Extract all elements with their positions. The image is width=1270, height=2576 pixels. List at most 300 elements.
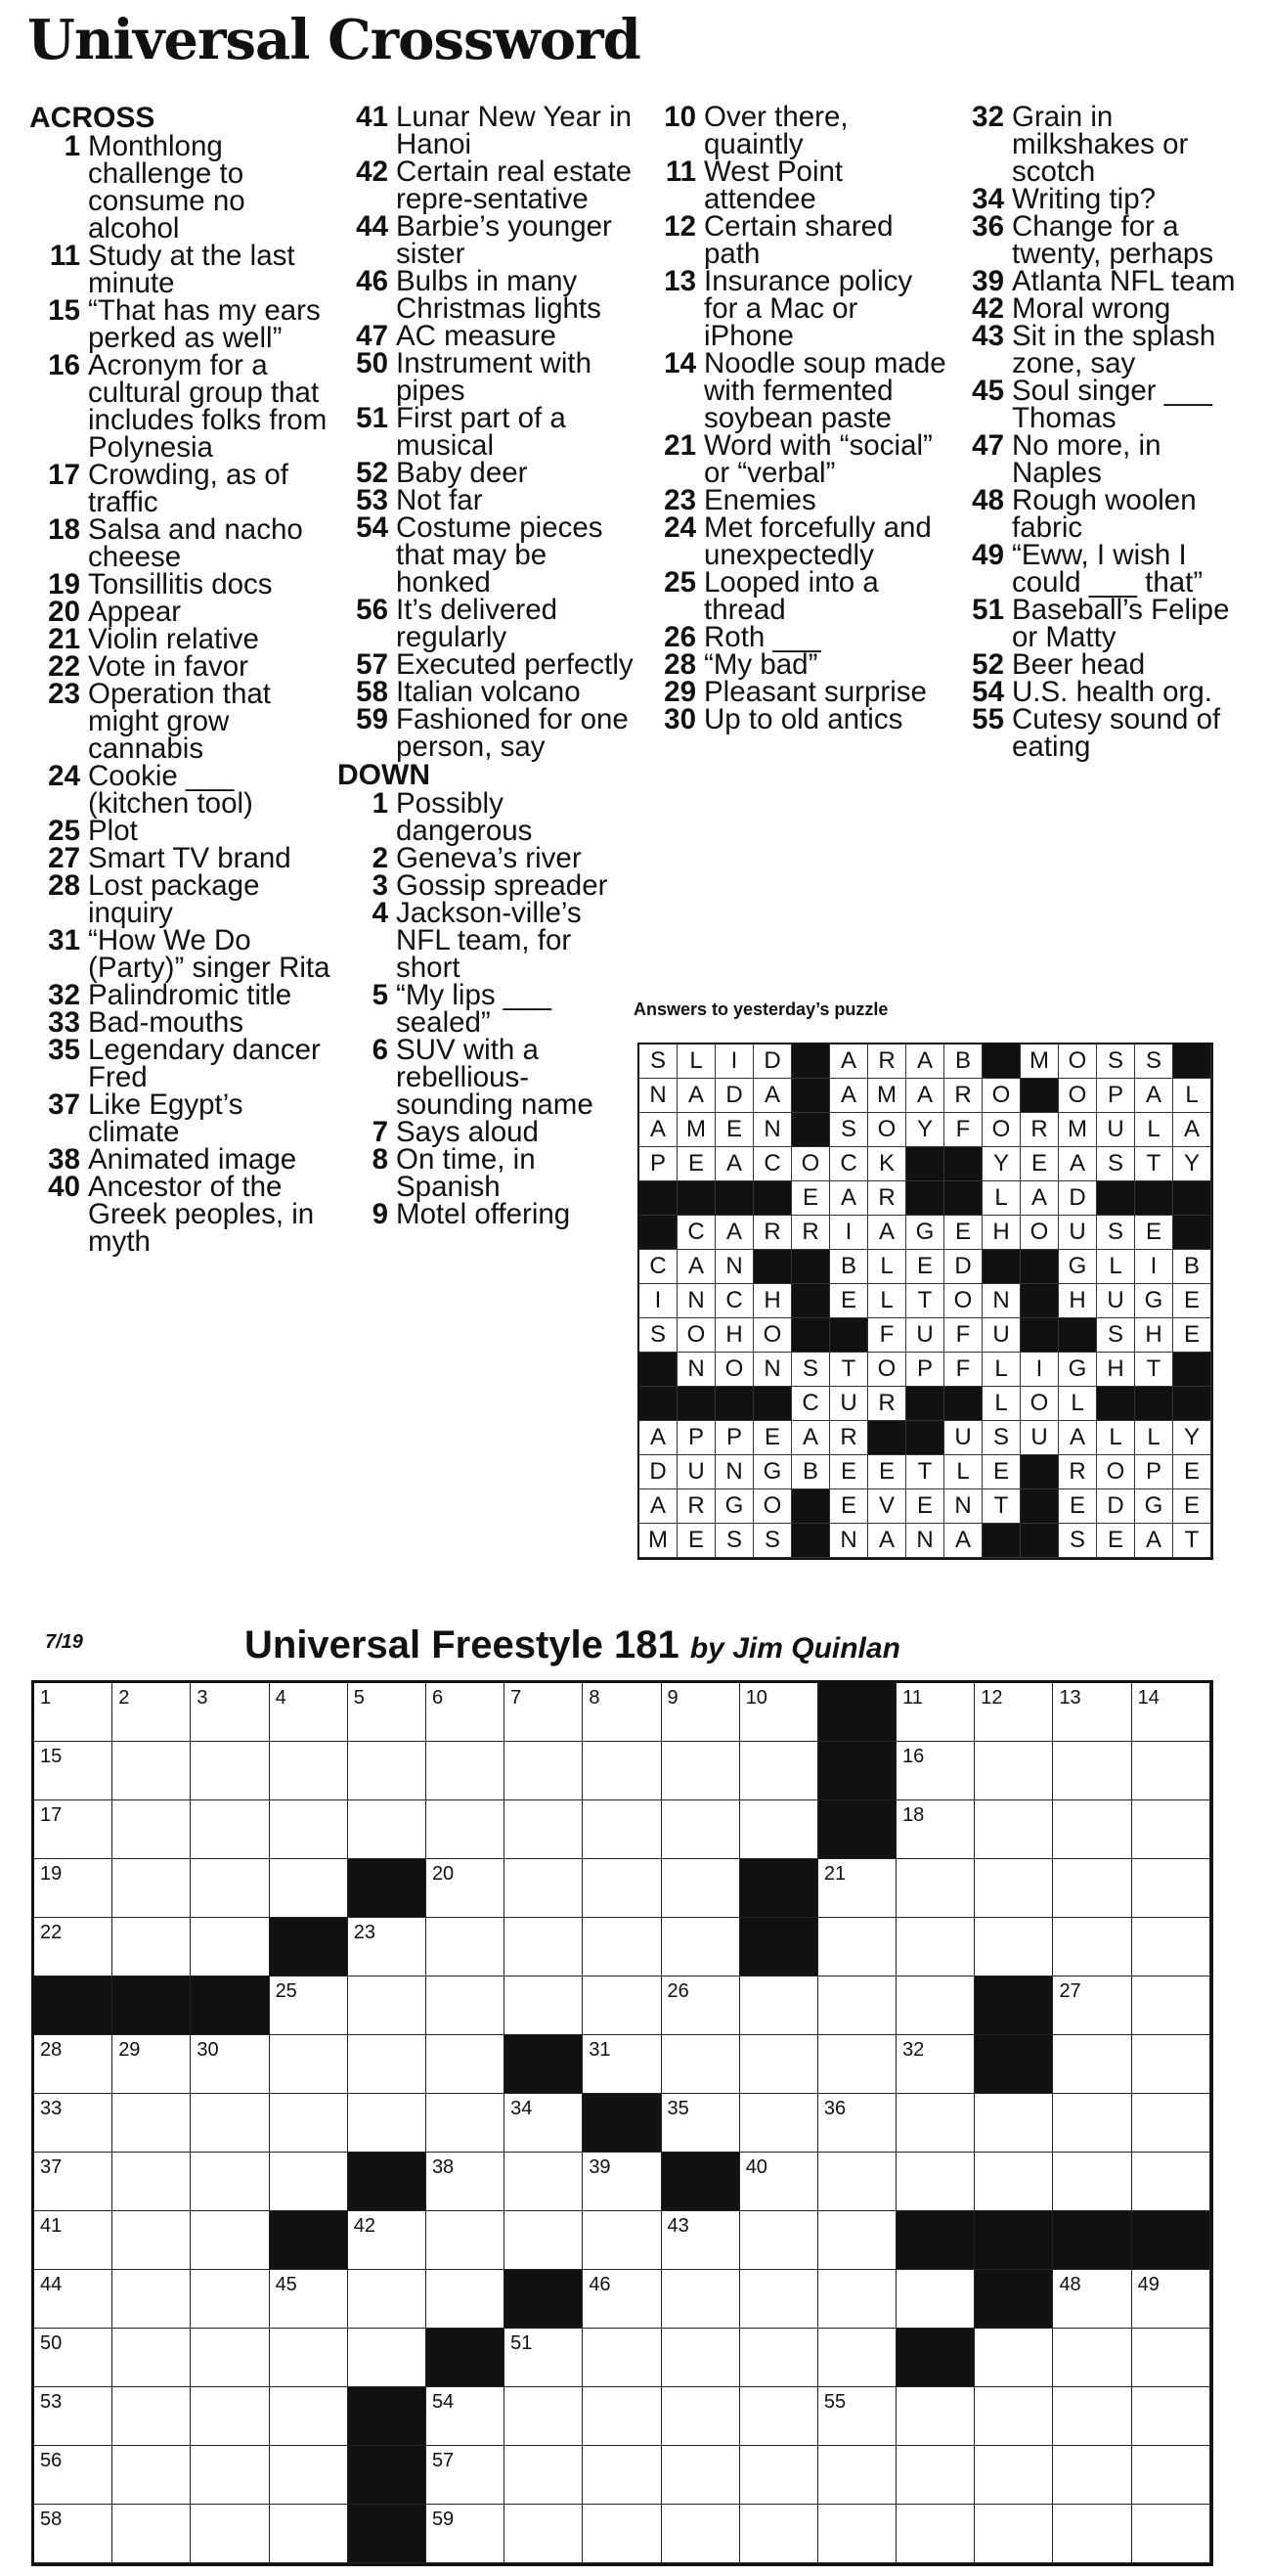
clue[interactable]	[337, 347, 640, 407]
clue[interactable]	[337, 1143, 640, 1203]
grid-cell[interactable]	[975, 1859, 1053, 1918]
grid-cell[interactable]	[583, 1918, 661, 1976]
clue-text: Roth ___	[704, 621, 821, 653]
grid-cell[interactable]	[348, 1918, 426, 1976]
grid-cell[interactable]	[818, 1859, 897, 1918]
clue[interactable]	[29, 568, 332, 600]
grid-cell[interactable]	[975, 1918, 1053, 1976]
grid-cell[interactable]	[1053, 1918, 1131, 1976]
grid-cell[interactable]	[662, 1918, 740, 1976]
grid-cell[interactable]	[191, 2211, 269, 2270]
grid-cell[interactable]	[112, 1918, 191, 1976]
clue[interactable]	[337, 402, 640, 462]
grid-cell[interactable]	[348, 1683, 426, 1742]
clue[interactable]	[337, 676, 640, 708]
grid-cell[interactable]	[504, 1742, 583, 1800]
grid-cell[interactable]	[426, 2035, 504, 2094]
clue[interactable]	[337, 787, 640, 847]
grid-cell[interactable]	[426, 1742, 504, 1800]
clue[interactable]	[29, 979, 332, 1011]
cell-number: 11	[902, 1687, 923, 1709]
grid-cell[interactable]	[191, 1859, 269, 1918]
grid-cell[interactable]	[270, 2270, 348, 2329]
clue-number: 51	[356, 402, 388, 434]
clue[interactable]	[953, 594, 1256, 653]
clue-text: Operation that might grow cannabis	[88, 678, 271, 765]
clue[interactable]	[29, 650, 332, 683]
grid-cell[interactable]	[34, 2270, 112, 2329]
clue[interactable]	[29, 760, 332, 820]
grid-cell[interactable]	[897, 2035, 975, 2094]
grid-block	[662, 2153, 740, 2211]
grid-cell[interactable]	[112, 2211, 191, 2270]
grid-cell[interactable]	[270, 2505, 348, 2563]
grid-cell[interactable]	[740, 1800, 818, 1859]
grid-cell[interactable]	[1132, 1800, 1210, 1859]
clue[interactable]	[953, 265, 1256, 297]
grid-cell[interactable]	[34, 2329, 112, 2387]
grid-cell[interactable]	[897, 2505, 975, 2563]
grid-cell[interactable]	[897, 2094, 975, 2153]
grid-cell[interactable]	[504, 1683, 583, 1742]
grid-cell[interactable]	[34, 2505, 112, 2563]
grid-block	[818, 1800, 897, 1859]
grid-cell[interactable]	[1132, 1976, 1210, 2035]
clue[interactable]	[29, 596, 332, 628]
clue[interactable]	[337, 457, 640, 489]
clue[interactable]	[337, 842, 640, 874]
clue[interactable]	[953, 375, 1256, 434]
grid-cell[interactable]	[975, 2446, 1053, 2505]
grid-cell[interactable]	[504, 2387, 583, 2446]
clue-number: 41	[356, 101, 388, 133]
grid-cell[interactable]	[34, 2094, 112, 2153]
grid-cell[interactable]	[426, 2211, 504, 2270]
grid-cell[interactable]	[1132, 1918, 1210, 1976]
grid-cell[interactable]	[1132, 2329, 1210, 2387]
grid-cell[interactable]	[1053, 2505, 1131, 2563]
grid-cell[interactable]	[112, 2094, 191, 2153]
grid-cell[interactable]	[583, 2153, 661, 2211]
clue[interactable]	[29, 623, 332, 655]
grid-cell[interactable]	[897, 2387, 975, 2446]
grid-cell[interactable]	[426, 2270, 504, 2329]
grid-cell[interactable]	[1053, 1859, 1131, 1918]
grid-cell[interactable]	[426, 2505, 504, 2563]
clue-number: 12	[664, 210, 696, 243]
grid-cell[interactable]	[348, 1742, 426, 1800]
grid-cell[interactable]	[191, 1742, 269, 1800]
grid-cell[interactable]	[504, 2329, 583, 2387]
grid-cell[interactable]	[740, 1742, 818, 1800]
clue[interactable]	[645, 484, 948, 516]
grid-cell[interactable]	[348, 2094, 426, 2153]
clue[interactable]	[953, 320, 1256, 379]
grid-cell[interactable]	[1132, 1683, 1210, 1742]
grid-cell[interactable]	[426, 2094, 504, 2153]
grid-cell[interactable]	[897, 1742, 975, 1800]
grid-cell[interactable]	[897, 1976, 975, 2035]
clue[interactable]	[337, 703, 640, 763]
crossword-grid[interactable]	[31, 1680, 1213, 2566]
grid-cell[interactable]	[270, 1976, 348, 2035]
grid-block	[270, 2211, 348, 2270]
grid-cell[interactable]	[112, 1859, 191, 1918]
grid-cell[interactable]	[426, 2446, 504, 2505]
grid-block	[504, 2035, 583, 2094]
clue[interactable]	[953, 429, 1256, 489]
grid-cell[interactable]	[112, 2153, 191, 2211]
grid-cell[interactable]	[662, 2094, 740, 2153]
grid-cell[interactable]	[34, 2035, 112, 2094]
clue[interactable]	[645, 703, 948, 735]
answer-cell: U	[944, 1421, 983, 1455]
grid-cell[interactable]	[975, 2505, 1053, 2563]
grid-cell[interactable]	[270, 2035, 348, 2094]
grid-cell[interactable]	[1053, 2035, 1131, 2094]
grid-cell[interactable]	[426, 2153, 504, 2211]
grid-cell[interactable]	[1053, 2387, 1131, 2446]
clue[interactable]	[337, 1034, 640, 1121]
grid-cell[interactable]	[504, 1859, 583, 1918]
grid-cell[interactable]	[34, 2446, 112, 2505]
clue[interactable]	[953, 101, 1256, 188]
clue[interactable]	[337, 511, 640, 599]
grid-cell[interactable]	[975, 2153, 1053, 2211]
grid-cell[interactable]	[662, 1800, 740, 1859]
grid-cell[interactable]	[818, 2211, 897, 2270]
grid-cell[interactable]	[270, 2094, 348, 2153]
clue[interactable]	[29, 1088, 332, 1148]
clue[interactable]	[645, 676, 948, 708]
grid-cell[interactable]	[426, 1918, 504, 1976]
grid-cell[interactable]	[897, 1683, 975, 1742]
grid-cell[interactable]	[975, 2094, 1053, 2153]
answer-block	[1173, 1181, 1211, 1216]
clue[interactable]	[337, 484, 640, 516]
grid-cell[interactable]	[504, 2446, 583, 2505]
grid-cell[interactable]	[818, 1976, 897, 2035]
grid-cell[interactable]	[504, 1918, 583, 1976]
clue[interactable]	[29, 1034, 332, 1093]
grid-cell[interactable]	[426, 2387, 504, 2446]
grid-cell[interactable]	[112, 1800, 191, 1859]
grid-cell[interactable]	[112, 2329, 191, 2387]
grid-cell[interactable]	[975, 1742, 1053, 1800]
grid-cell[interactable]	[34, 2211, 112, 2270]
grid-cell[interactable]	[583, 2270, 661, 2329]
grid-cell[interactable]	[662, 2505, 740, 2563]
grid-cell[interactable]	[975, 2329, 1053, 2387]
clue[interactable]	[29, 130, 332, 244]
clue[interactable]	[953, 703, 1256, 763]
answer-cell: N	[716, 1455, 754, 1489]
grid-cell[interactable]	[504, 1976, 583, 2035]
grid-cell[interactable]	[897, 2153, 975, 2211]
grid-cell[interactable]	[1053, 2446, 1131, 2505]
grid-cell[interactable]	[112, 2505, 191, 2563]
grid-cell[interactable]	[740, 2270, 818, 2329]
grid-cell[interactable]	[740, 2505, 818, 2563]
grid-cell[interactable]	[112, 2387, 191, 2446]
grid-cell[interactable]	[270, 2387, 348, 2446]
grid-cell[interactable]	[1053, 1800, 1131, 1859]
grid-cell[interactable]	[740, 2094, 818, 2153]
clue[interactable]	[645, 566, 948, 626]
grid-cell[interactable]	[191, 1683, 269, 1742]
answer-cell: S	[1097, 1147, 1135, 1181]
clue[interactable]	[29, 349, 332, 464]
clue-text: Costume pieces that may be honked	[396, 511, 603, 599]
clue[interactable]	[29, 842, 332, 874]
clue[interactable]	[953, 539, 1256, 599]
grid-cell[interactable]	[1132, 2387, 1210, 2446]
clue[interactable]	[29, 869, 332, 929]
grid-cell[interactable]	[1132, 1742, 1210, 1800]
grid-cell[interactable]	[662, 1859, 740, 1918]
grid-cell[interactable]	[583, 1742, 661, 1800]
grid-cell[interactable]	[348, 2211, 426, 2270]
clue[interactable]	[953, 210, 1256, 270]
grid-cell[interactable]	[662, 1683, 740, 1742]
grid-cell[interactable]	[975, 1683, 1053, 1742]
grid-cell[interactable]	[112, 2270, 191, 2329]
grid-cell[interactable]	[1053, 1742, 1131, 1800]
clue[interactable]	[645, 101, 948, 160]
clue[interactable]	[645, 511, 948, 571]
grid-cell[interactable]	[897, 1859, 975, 1918]
grid-cell[interactable]	[191, 2270, 269, 2329]
clue[interactable]	[645, 210, 948, 270]
clue[interactable]	[953, 183, 1256, 215]
clue[interactable]	[29, 1171, 332, 1258]
grid-cell[interactable]	[583, 2387, 661, 2446]
grid-cell[interactable]	[583, 1683, 661, 1742]
grid-cell[interactable]	[270, 2153, 348, 2211]
answer-cell: T	[1135, 1353, 1173, 1387]
clue[interactable]	[645, 347, 948, 434]
grid-cell[interactable]	[818, 2505, 897, 2563]
clue[interactable]	[337, 210, 640, 270]
grid-cell[interactable]	[740, 2446, 818, 2505]
grid-cell[interactable]	[583, 1800, 661, 1859]
clue[interactable]	[29, 815, 332, 847]
grid-cell[interactable]	[34, 1742, 112, 1800]
clue[interactable]	[337, 1198, 640, 1230]
grid-cell[interactable]	[1053, 2270, 1131, 2329]
clue[interactable]	[337, 101, 640, 160]
grid-cell[interactable]	[504, 2211, 583, 2270]
clue[interactable]	[337, 869, 640, 902]
grid-cell[interactable]	[34, 2387, 112, 2446]
grid-cell[interactable]	[662, 2329, 740, 2387]
grid-cell[interactable]	[426, 1859, 504, 1918]
clue[interactable]	[29, 240, 332, 299]
grid-cell[interactable]	[975, 1800, 1053, 1859]
clue[interactable]	[645, 621, 948, 653]
grid-cell[interactable]	[1132, 2035, 1210, 2094]
grid-cell[interactable]	[34, 1683, 112, 1742]
grid-cell[interactable]	[583, 2035, 661, 2094]
grid-cell[interactable]	[191, 1918, 269, 1976]
clue[interactable]	[29, 1006, 332, 1039]
clue[interactable]	[645, 429, 948, 489]
grid-cell[interactable]	[897, 2270, 975, 2329]
grid-cell[interactable]	[504, 2094, 583, 2153]
grid-cell[interactable]	[34, 1918, 112, 1976]
grid-cell[interactable]	[662, 1742, 740, 1800]
grid-cell[interactable]	[270, 1742, 348, 1800]
grid-cell[interactable]	[1132, 2270, 1210, 2329]
grid-cell[interactable]	[34, 1859, 112, 1918]
clue[interactable]	[29, 513, 332, 573]
clue[interactable]	[29, 924, 332, 984]
grid-cell[interactable]	[1053, 1683, 1131, 1742]
grid-cell[interactable]	[1132, 1859, 1210, 1918]
cell-number: 53	[40, 2391, 63, 2413]
clue[interactable]	[337, 979, 640, 1039]
grid-cell[interactable]	[34, 2153, 112, 2211]
grid-cell[interactable]	[583, 2446, 661, 2505]
grid-cell[interactable]	[662, 1976, 740, 2035]
grid-cell[interactable]	[1053, 2329, 1131, 2387]
grid-cell[interactable]	[112, 2446, 191, 2505]
clue[interactable]	[953, 676, 1256, 708]
grid-cell[interactable]	[740, 1683, 818, 1742]
answer-cell: E	[1059, 1489, 1097, 1524]
grid-cell[interactable]	[1053, 2094, 1131, 2153]
clue-number: 55	[972, 703, 1004, 735]
grid-cell[interactable]	[426, 1800, 504, 1859]
grid-cell[interactable]	[740, 2153, 818, 2211]
grid-cell[interactable]	[426, 1683, 504, 1742]
grid-cell[interactable]	[270, 1859, 348, 1918]
grid-cell[interactable]	[191, 2387, 269, 2446]
grid-cell[interactable]	[348, 1976, 426, 2035]
grid-cell[interactable]	[112, 2035, 191, 2094]
grid-cell[interactable]	[426, 1976, 504, 2035]
grid-cell[interactable]	[504, 2505, 583, 2563]
grid-cell[interactable]	[504, 2153, 583, 2211]
grid-cell[interactable]	[897, 2446, 975, 2505]
answer-cell: S	[830, 1113, 868, 1147]
grid-cell[interactable]	[34, 1800, 112, 1859]
grid-cell[interactable]	[662, 2211, 740, 2270]
grid-cell[interactable]	[1053, 2153, 1131, 2211]
clue-number: 35	[48, 1034, 80, 1066]
clue[interactable]	[29, 1143, 332, 1176]
grid-cell[interactable]	[583, 2211, 661, 2270]
grid-cell[interactable]	[818, 2094, 897, 2153]
grid-cell[interactable]	[818, 2035, 897, 2094]
grid-cell[interactable]	[270, 2446, 348, 2505]
answer-cell: Y	[1173, 1147, 1211, 1181]
clue[interactable]	[29, 294, 332, 354]
answer-cell: R	[754, 1216, 792, 1250]
clue[interactable]	[645, 265, 948, 352]
grid-cell[interactable]	[818, 2387, 897, 2446]
grid-cell[interactable]	[504, 1800, 583, 1859]
grid-cell[interactable]	[740, 2329, 818, 2387]
grid-cell[interactable]	[191, 2446, 269, 2505]
grid-cell[interactable]	[348, 1800, 426, 1859]
grid-cell[interactable]	[270, 1683, 348, 1742]
grid-cell[interactable]	[112, 1683, 191, 1742]
clue-text: Crowding, as of traffic	[88, 459, 288, 518]
grid-cell[interactable]	[583, 1859, 661, 1918]
grid-cell[interactable]	[191, 2035, 269, 2094]
grid-cell[interactable]	[583, 2505, 661, 2563]
grid-cell[interactable]	[818, 2329, 897, 2387]
clue[interactable]	[645, 155, 948, 215]
cell-number: 29	[118, 2039, 141, 2061]
grid-cell[interactable]	[1132, 2505, 1210, 2563]
grid-cell[interactable]	[191, 2094, 269, 2153]
grid-cell[interactable]	[348, 2035, 426, 2094]
grid-cell[interactable]	[740, 2387, 818, 2446]
grid-cell[interactable]	[1132, 2446, 1210, 2505]
clue[interactable]	[337, 897, 640, 984]
grid-cell[interactable]	[818, 1918, 897, 1976]
grid-cell[interactable]	[270, 2329, 348, 2387]
grid-cell[interactable]	[662, 2446, 740, 2505]
clue[interactable]	[337, 265, 640, 325]
grid-cell[interactable]	[1053, 1976, 1131, 2035]
answer-block	[906, 1421, 944, 1455]
clue[interactable]	[337, 155, 640, 215]
clue[interactable]	[29, 459, 332, 518]
grid-cell[interactable]	[818, 2153, 897, 2211]
clue[interactable]	[29, 678, 332, 765]
grid-cell[interactable]	[191, 2153, 269, 2211]
clue[interactable]	[337, 1116, 640, 1148]
grid-cell[interactable]	[662, 2035, 740, 2094]
grid-cell[interactable]	[112, 1742, 191, 1800]
grid-cell[interactable]	[740, 2035, 818, 2094]
grid-cell[interactable]	[270, 1800, 348, 1859]
grid-cell[interactable]	[818, 2270, 897, 2329]
clue[interactable]	[953, 648, 1256, 681]
grid-cell[interactable]	[662, 2270, 740, 2329]
clue[interactable]	[337, 648, 640, 681]
grid-cell[interactable]	[348, 2270, 426, 2329]
grid-cell[interactable]	[583, 2329, 661, 2387]
grid-cell[interactable]	[740, 2211, 818, 2270]
clue[interactable]	[953, 292, 1256, 325]
grid-cell[interactable]	[818, 2446, 897, 2505]
grid-cell[interactable]	[897, 1918, 975, 1976]
clue[interactable]	[337, 594, 640, 653]
grid-cell[interactable]	[1132, 2153, 1210, 2211]
answer-cell: R	[868, 1044, 906, 1079]
grid-cell[interactable]	[191, 2505, 269, 2563]
grid-cell[interactable]	[975, 2387, 1053, 2446]
grid-cell[interactable]	[897, 1800, 975, 1859]
grid-cell[interactable]	[191, 1800, 269, 1859]
clue[interactable]	[953, 484, 1256, 544]
grid-cell[interactable]	[662, 2387, 740, 2446]
grid-cell[interactable]	[1132, 2094, 1210, 2153]
clue-number: 50	[356, 347, 388, 379]
grid-cell[interactable]	[583, 1976, 661, 2035]
grid-cell[interactable]	[191, 2329, 269, 2387]
clue[interactable]	[337, 320, 640, 352]
answer-cell: A	[639, 1113, 678, 1147]
clue[interactable]	[645, 648, 948, 681]
grid-cell[interactable]	[348, 2329, 426, 2387]
clue-number: 24	[664, 511, 696, 544]
grid-cell[interactable]	[740, 1976, 818, 2035]
